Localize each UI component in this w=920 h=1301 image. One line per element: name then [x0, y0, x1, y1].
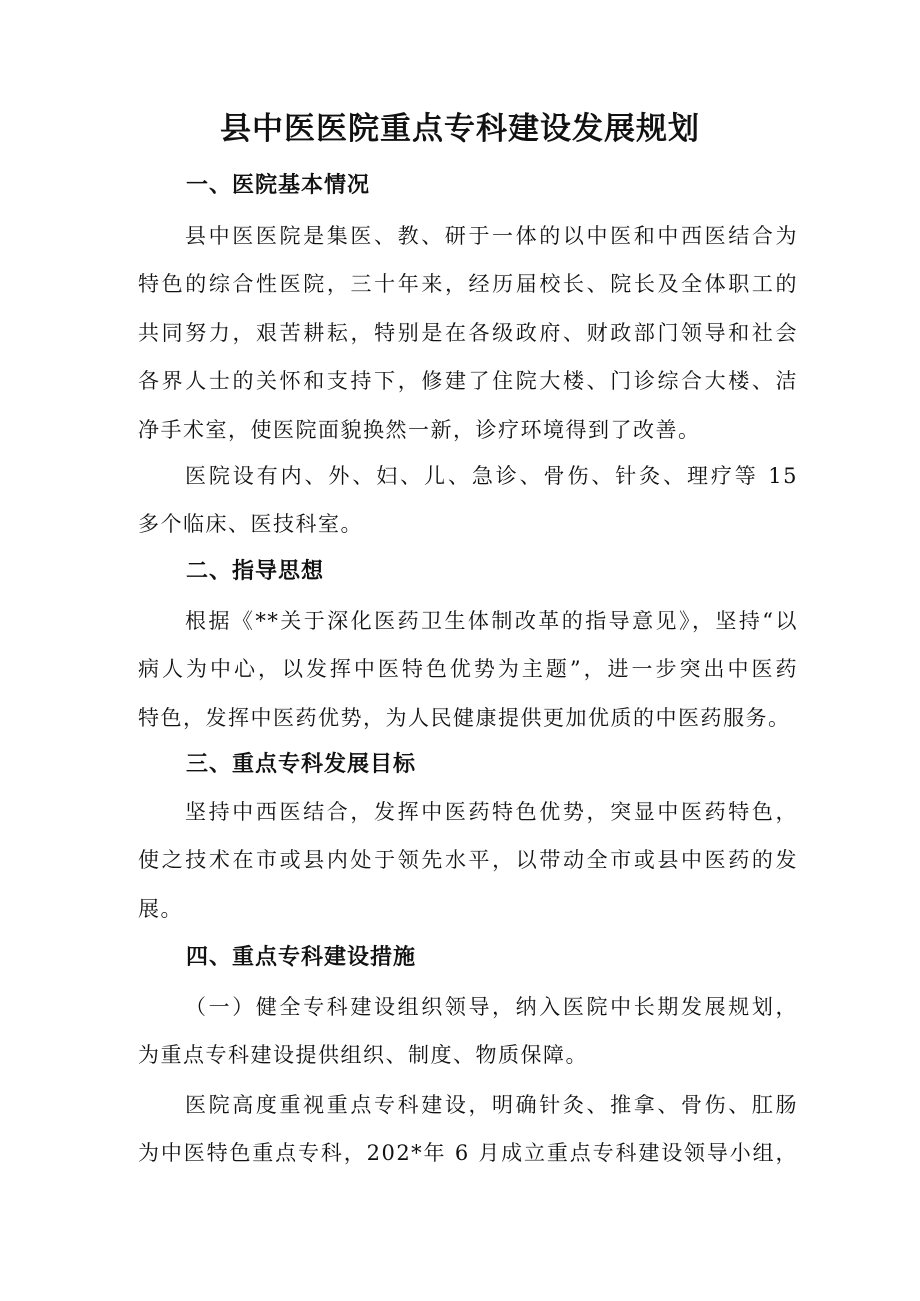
paragraph-line: 特色的综合性医院，三十年来，经历届校长、院长及全体职工的 — [138, 272, 798, 297]
paragraph-line: 多个临床、医技科室。 — [138, 512, 363, 537]
section-heading-4: 四、重点专科建设措施 — [186, 945, 417, 970]
document-title: 县中医医院重点专科建设发展规划 — [220, 111, 700, 147]
paragraph-line: 县中医医院是集医、教、研于一体的以中医和中西医结合为 — [185, 224, 798, 248]
paragraph-line: 坚持中西医结合，发挥中医药特色优势，突显中医药特色， — [185, 800, 798, 824]
paragraph-line: 展。 — [138, 896, 183, 921]
section-1-paragraph-1 — [138, 212, 798, 454]
section-heading-1: 一、医院基本情况 — [186, 173, 371, 198]
paragraph-line: 共同努力，艰苦耕耘，特别是在各级政府、财政部门领导和社会 — [138, 320, 798, 345]
paragraph-line: 各界人士的关怀和支持下，修建了住院大楼、门诊综合大楼、洁 — [138, 369, 798, 394]
section-heading-3: 三、重点专科发展目标 — [186, 752, 417, 777]
paragraph-line: 使之技术在市或县内处于领先水平，以带动全市或县中医药的发 — [138, 848, 798, 873]
section-1-paragraph-2 — [138, 452, 798, 549]
paragraph-line: 为重点专科建设提供组织、制度、物质保障。 — [138, 1043, 588, 1068]
paragraph-line: 医院设有内、外、妇、儿、急诊、骨伤、针灸、理疗等 15 — [185, 464, 798, 488]
paragraph-line: 根据《**关于深化医药卫生体制改革的指导意见》，坚持“以 — [185, 609, 798, 633]
section-4-paragraph-2 — [138, 1081, 798, 1178]
paragraph-line: 医院高度重视重点专科建设，明确针灸、推拿、骨伤、肛肠 — [185, 1093, 798, 1117]
section-4-paragraph-1 — [138, 983, 798, 1080]
paragraph-line: 特色，发挥中医药优势，为人民健康提供更加优质的中医药服务。 — [138, 705, 791, 730]
section-3-paragraph-1 — [138, 788, 798, 933]
paragraph-line: （一）健全专科建设组织领导，纳入医院中长期发展规划， — [185, 995, 798, 1019]
paragraph-line: 净手术室，使医院面貌换然一新，诊疗环境得到了改善。 — [138, 417, 701, 442]
paragraph-line: 病人为中心，以发挥中医特色优势为主题”，进一步突出中医药 — [138, 657, 798, 682]
section-2-paragraph-1 — [138, 597, 798, 742]
paragraph-line: 为中医特色重点专科，202*年 6 月成立重点专科建设领导小组， — [138, 1141, 798, 1166]
section-heading-2: 二、指导思想 — [186, 559, 325, 584]
